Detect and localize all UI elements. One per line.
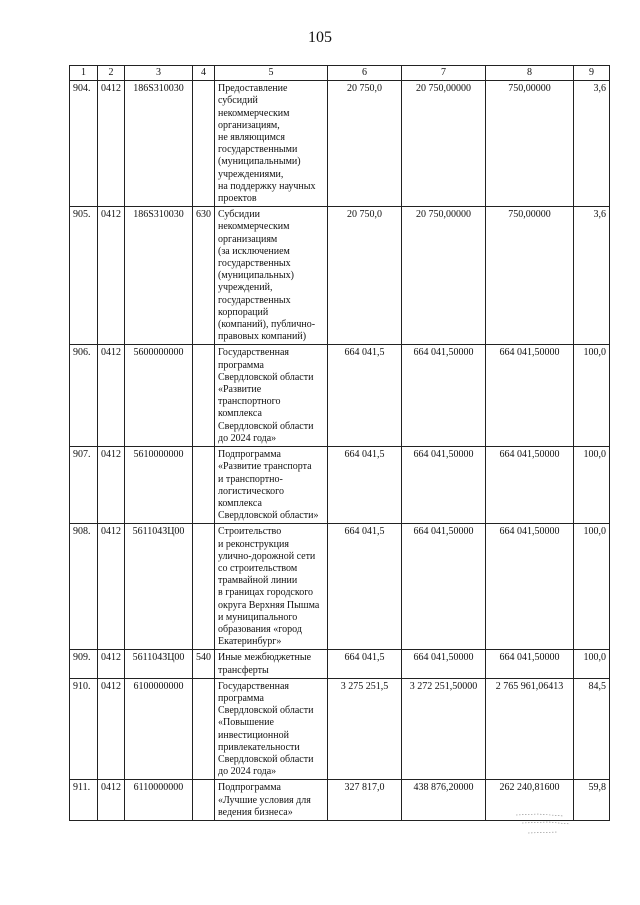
target-article-code: 5600000000 — [125, 345, 193, 447]
row-number: 909. — [70, 650, 98, 678]
item-name: Иные межбюджетные трансферты — [215, 650, 328, 678]
execution-percent: 3,6 — [574, 207, 610, 345]
planned-amount: 3 275 251,5 — [328, 678, 402, 780]
table-row — [70, 81, 610, 207]
executed-amount: 664 041,50000 — [486, 447, 574, 524]
table-row — [70, 650, 610, 678]
approved-amount: 664 041,50000 — [402, 345, 486, 447]
column-header: 7 — [402, 66, 486, 81]
target-article-code: 6110000000 — [125, 780, 193, 821]
target-article-code: 561104ЗЦ00 — [125, 524, 193, 650]
approved-amount: 664 041,50000 — [402, 524, 486, 650]
column-header: 2 — [98, 66, 125, 81]
approved-amount: 20 750,00000 — [402, 207, 486, 345]
column-header: 3 — [125, 66, 193, 81]
target-article-code: 6100000000 — [125, 678, 193, 780]
approved-amount: 20 750,00000 — [402, 81, 486, 207]
table-row — [70, 345, 610, 447]
section-code: 0412 — [98, 650, 125, 678]
page-number: 105 — [308, 29, 332, 46]
execution-percent: 3,6 — [574, 81, 610, 207]
planned-amount: 664 041,5 — [328, 524, 402, 650]
table-row — [70, 524, 610, 650]
item-name: Субсидии некоммерческим организациям (за исключением государственных (муниципальных) учреждений, государственных корпораций (компаний), публично- правовых компаний) — [215, 207, 328, 345]
planned-amount: 20 750,0 — [328, 207, 402, 345]
executed-amount: 664 041,50000 — [486, 345, 574, 447]
planned-amount: 327 817,0 — [328, 780, 402, 821]
table-row — [70, 447, 610, 524]
executed-amount: 2 765 961,06413 — [486, 678, 574, 780]
execution-percent: 100,0 — [574, 345, 610, 447]
row-number: 907. — [70, 447, 98, 524]
row-number: 906. — [70, 345, 98, 447]
executed-amount: 664 041,50000 — [486, 650, 574, 678]
planned-amount: 664 041,5 — [328, 345, 402, 447]
target-article-code: 186S310030 — [125, 207, 193, 345]
row-number: 904. — [70, 81, 98, 207]
execution-percent: 100,0 — [574, 650, 610, 678]
column-header: 8 — [486, 66, 574, 81]
item-name: Государственная программа Свердловской области «Повышение инвестиционной привлекательности Свердловской области до 2024 года» — [215, 678, 328, 780]
approved-amount: 664 041,50000 — [402, 447, 486, 524]
execution-percent: 100,0 — [574, 524, 610, 650]
section-code: 0412 — [98, 447, 125, 524]
expense-type-code: 540 — [193, 650, 215, 678]
expense-type-code: 630 — [193, 207, 215, 345]
expense-type-code — [193, 780, 215, 821]
item-name: Подпрограмма «Лучшие условия для ведения бизнеса» — [215, 780, 328, 821]
item-name: Строительство и реконструкция улично-дорожной сети со строительством трамвайной линии в границах городского округа Верхняя Пышма и муниципального образования «город Екатеринбург» — [215, 524, 328, 650]
expense-type-code — [193, 524, 215, 650]
approved-amount: 3 272 251,50000 — [402, 678, 486, 780]
budget-table — [69, 65, 610, 821]
planned-amount: 664 041,5 — [328, 650, 402, 678]
section-code: 0412 — [98, 81, 125, 207]
target-article-code: 5610000000 — [125, 447, 193, 524]
column-header: 1 — [70, 66, 98, 81]
expense-type-code — [193, 81, 215, 207]
execution-percent: 59,8 — [574, 780, 610, 821]
executed-amount: 750,00000 — [486, 207, 574, 345]
column-header: 5 — [215, 66, 328, 81]
item-name: Предоставление субсидий некоммерческим организациям, не являющимся государственными (муниципальными) учреждениями, на поддержку научных проектов — [215, 81, 328, 207]
table-row — [70, 207, 610, 345]
execution-percent: 100,0 — [574, 447, 610, 524]
column-header: 4 — [193, 66, 215, 81]
table-row — [70, 678, 610, 780]
expense-type-code — [193, 678, 215, 780]
item-name: Подпрограмма «Развитие транспорта и транспортно- логистического комплекса Свердловской области» — [215, 447, 328, 524]
target-article-code: 186S310030 — [125, 81, 193, 207]
planned-amount: 664 041,5 — [328, 447, 402, 524]
expense-type-code — [193, 447, 215, 524]
target-article-code: 561104ЗЦ00 — [125, 650, 193, 678]
item-name: Государственная программа Свердловской области «Развитие транспортного комплекса Свердловской области до 2024 года» — [215, 345, 328, 447]
planned-amount: 20 750,0 — [328, 81, 402, 207]
section-code: 0412 — [98, 524, 125, 650]
section-code: 0412 — [98, 678, 125, 780]
row-number: 908. — [70, 524, 98, 650]
executed-amount: 750,00000 — [486, 81, 574, 207]
signature-stamp-mark — [508, 803, 578, 843]
row-number: 911. — [70, 780, 98, 821]
approved-amount: 664 041,50000 — [402, 650, 486, 678]
section-code: 0412 — [98, 345, 125, 447]
executed-amount: 262 240,81600 — [486, 780, 574, 821]
column-header: 9 — [574, 66, 610, 81]
section-code: 0412 — [98, 780, 125, 821]
executed-amount: 664 041,50000 — [486, 524, 574, 650]
row-number: 910. — [70, 678, 98, 780]
row-number: 905. — [70, 207, 98, 345]
approved-amount: 438 876,20000 — [402, 780, 486, 821]
section-code: 0412 — [98, 207, 125, 345]
expense-type-code — [193, 345, 215, 447]
column-header: 6 — [328, 66, 402, 81]
table-header-row — [70, 66, 610, 81]
execution-percent: 84,5 — [574, 678, 610, 780]
